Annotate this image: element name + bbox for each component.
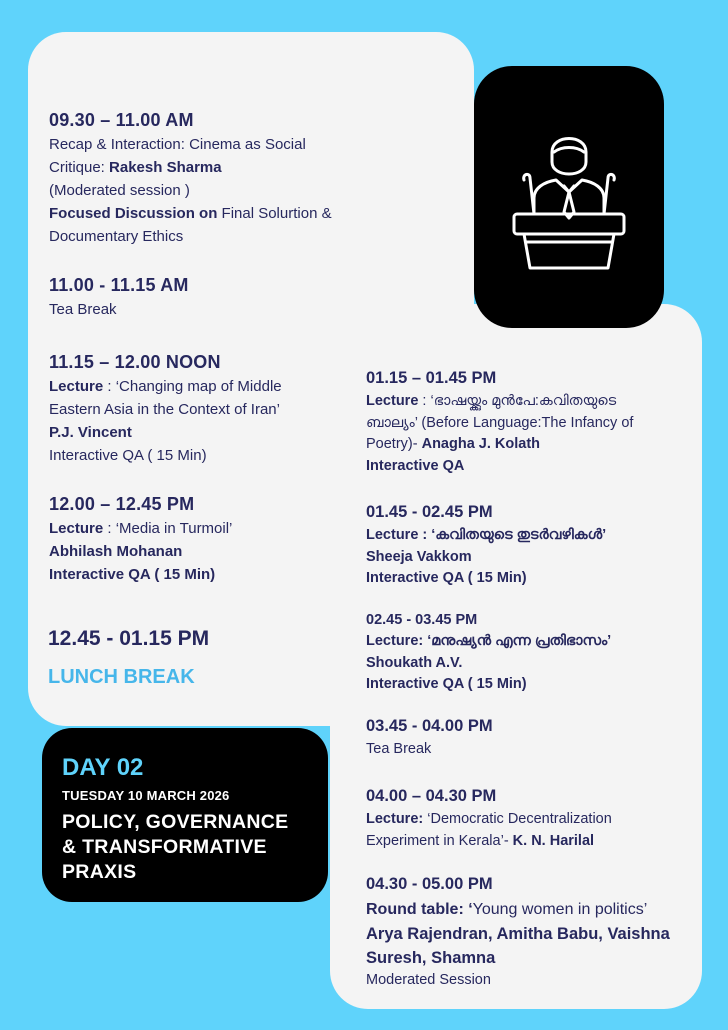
session-line xyxy=(366,434,633,456)
interactive-qa: Interactive QA ( 15 Min) xyxy=(366,570,527,586)
session-line: Tea Break xyxy=(366,741,432,757)
session-line: Tea Break xyxy=(49,301,117,318)
session-time: 12.45 - 01.15 PM xyxy=(48,627,210,650)
session-time: 11.15 – 12.00 NOON xyxy=(49,352,221,372)
session-text: Critique: xyxy=(49,159,110,176)
session-line: Recap & Interaction: Cinema as Social xyxy=(49,136,306,153)
session-line xyxy=(49,375,282,398)
session-line xyxy=(366,809,612,831)
session-text: Poetry)- xyxy=(366,436,422,452)
session-0245 xyxy=(366,609,611,696)
speaker-icon-box xyxy=(474,66,664,328)
interactive-qa: Interactive QA ( 15 Min) xyxy=(366,676,527,692)
session-time: 01.45 - 02.45 PM xyxy=(366,503,493,521)
speaker-name: K. N. Harilal xyxy=(512,832,595,849)
lecture-label: Lecture: xyxy=(366,811,424,827)
speaker-names: Suresh, Shamna xyxy=(366,949,496,967)
session-1200 xyxy=(49,491,232,586)
speaker-name: Shoukath A.V. xyxy=(366,654,463,671)
round-table-label: Round table: ‘ xyxy=(366,901,473,918)
session-time: 11.00 - 11.15 AM xyxy=(49,275,189,295)
session-time: 04.00 – 04.30 PM xyxy=(366,787,497,805)
session-line: (Moderated session ) xyxy=(49,182,190,199)
session-0930 xyxy=(49,107,332,248)
theme-line: & TRANSFORMATIVE xyxy=(62,836,267,858)
day-title: DAY 02 xyxy=(62,754,144,781)
session-0145 xyxy=(366,500,606,590)
interactive-qa: Interactive QA ( 15 Min) xyxy=(49,566,216,583)
session-line: Eastern Asia in the Context of Iran’ xyxy=(49,401,280,418)
speaker-name: Sheeja Vakkom xyxy=(366,548,472,565)
session-0430 xyxy=(366,872,670,992)
session-text: Final Solurtion & xyxy=(221,205,332,222)
session-0400 xyxy=(366,784,612,852)
session-text: : ‘Changing map of Middle xyxy=(103,378,282,395)
session-line xyxy=(49,156,332,179)
speaker-names: Arya Rajendran, Amitha Babu, Vaishna xyxy=(366,925,670,943)
session-line: ബാല്യം’ (Before Language:The Infancy of xyxy=(366,414,634,431)
speaker-name: P.J. Vincent xyxy=(49,424,132,441)
session-1115 xyxy=(49,349,282,467)
session-time: 03.45 - 04.00 PM xyxy=(366,717,493,735)
session-text: : ‘ഭാഷയ്ക്കും മുൻപേ:കവിതയുടെ xyxy=(418,393,617,409)
lecture-label: Lecture xyxy=(366,393,419,409)
session-line xyxy=(366,897,670,922)
focus-label: Focused Discussion on xyxy=(49,205,222,222)
session-line: Interactive QA ( 15 Min) xyxy=(49,447,207,464)
speaker-name: Abhilash Mohanan xyxy=(49,543,183,560)
session-time: 02.45 - 03.45 PM xyxy=(366,612,478,628)
session-0115 xyxy=(366,366,633,477)
day-theme xyxy=(62,810,288,885)
day-date: TUESDAY 10 MARCH 2026 xyxy=(62,788,230,803)
day-02-banner xyxy=(42,728,328,902)
session-time: 01.15 – 01.45 PM xyxy=(366,369,497,387)
session-text: Experiment in Kerala’- xyxy=(366,832,513,849)
session-time: 04.30 - 05.00 PM xyxy=(366,875,493,893)
interactive-qa: Interactive QA xyxy=(366,457,465,474)
speaker-name: Rakesh Sharma xyxy=(109,159,222,176)
session-note: Moderated Session xyxy=(366,972,491,988)
session-line: Documentary Ethics xyxy=(49,228,184,245)
session-line xyxy=(366,391,633,413)
theme-line: PRAXIS xyxy=(62,861,137,883)
session-line xyxy=(49,202,332,225)
speaker-podium-icon xyxy=(504,122,634,272)
session-time: 12.00 – 12.45 PM xyxy=(49,494,195,514)
session-line xyxy=(366,831,612,853)
lunch-break: LUNCH BREAK xyxy=(48,666,195,688)
lecture-line: Lecture : ‘കവിതയുടെ തുടർവഴികൾ’ xyxy=(366,527,607,543)
session-line xyxy=(49,517,232,540)
session-1245 xyxy=(48,624,209,692)
session-0345 xyxy=(366,714,493,761)
lecture-label: Lecture xyxy=(49,378,104,395)
session-text: : ‘Media in Turmoil’ xyxy=(103,520,233,537)
theme-line: POLICY, GOVERNANCE xyxy=(62,811,289,833)
lecture-label: Lecture xyxy=(49,520,104,537)
lecture-line: Lecture: ‘മനുഷ്യൻ എന്ന പ്രതിഭാസം’ xyxy=(366,633,612,649)
session-1100 xyxy=(49,272,189,321)
speaker-name: Anagha J. Kolath xyxy=(421,436,541,452)
round-table-title: Young women in politics’ xyxy=(472,901,648,918)
session-text: ‘Democratic Decentralization xyxy=(423,811,612,827)
session-time: 09.30 – 11.00 AM xyxy=(49,110,194,130)
